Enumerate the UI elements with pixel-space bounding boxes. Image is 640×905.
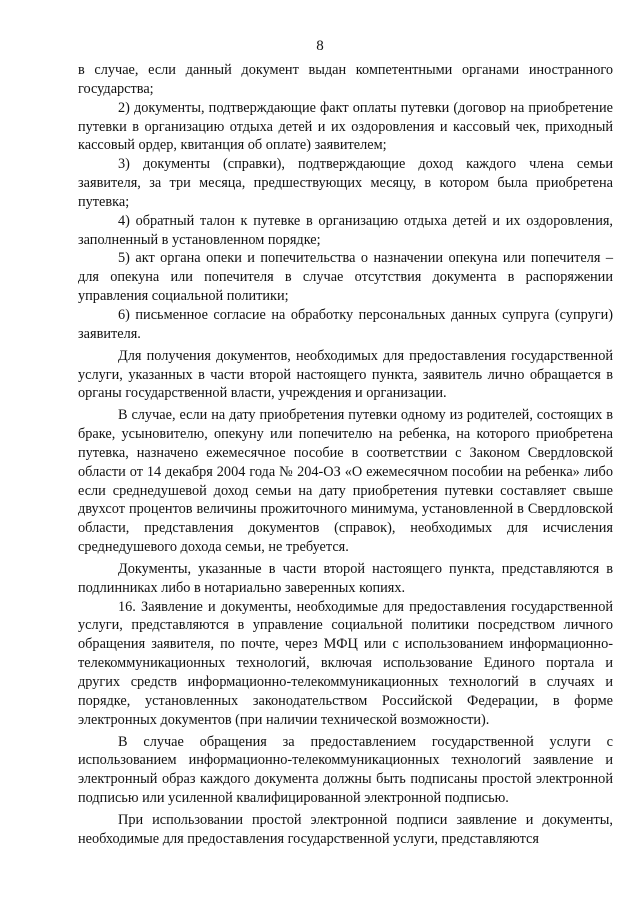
list-item-5: 5) акт органа опеки и попечительства о назначении опекуна или попечителя – для опекуна или попечителя в случае отсутствия документа в распоряжении управления социальной политики; [78,250,613,305]
list-item-4: 4) обратный талон к путевке в организацию отдыха детей и их оздоровления, заполненный в установленном порядке; [78,212,613,248]
list-item-3: 3) документы (справки), подтверждающие доход каждого члена семьи заявителя, за три месяца, предшествующих месяцу, в котором была приобретена путевка; [78,156,613,210]
list-item-2: 2) документы, подтверждающие факт оплаты путевки (договор на приобретение путевки в организацию отдыха детей и их оздоровления и кассовый чек, приходный кассовый ордер, квитанция об оплате) заявителем; [78,99,613,154]
paragraph-continuation: в случае, если данный документ выдан компетентными органами иностранного государства; [78,62,613,97]
paragraph-obtaining-documents: Для получения документов, необходимых для предоставления государственной услуги, указанных в части второй настоящего пункта, заявитель лично обращается в органы государственной власти, учреждения и организации. [78,347,613,402]
paragraph-income-exemption: В случае, если на дату приобретения путевки одному из родителей, состоящих в браке, усыновителю, опекуну или попечителю на ребенка, на которого приобретена путевка, назначено ежемесячное пособие в соответствии с Законом Свердловской области от 14 декабря 2004 года № 204-ОЗ «О ежемесячном пособии на ребенка» либо если среднедушевой доход семьи на дату приобретения путевки составляет свыше двухсот процентов величины прожиточного минимума, установленной в Свердловской области, представления документов (справок), необходимых для исчисления среднедушевого дохода семьи, не требуется. [78,407,613,556]
paragraph-electronic-signature: В случае обращения за предоставлением государственной услуги с использованием информационно-телекоммуникационных технологий заявление и электронный образ каждого документа должны быть подписаны простой электронной подписью или усиленной квалифицированной электронной подписью. [78,733,613,807]
list-item-6: 6) письменное согласие на обработку персональных данных супруга (супруги) заявителя. [78,306,613,342]
page-number: 8 [316,38,324,54]
clause-16: 16. Заявление и документы, необходимые для предоставления государственной услуги, представляются в управление социальной политики посредством личного обращения заявителя, по почте, через МФЦ или с использованием информационно-телекоммуникационных технологий, включая использование Единого портала и других средств информационно-телекоммуникационных технологий в случаях и порядке, установленных законодательством Российской Федерации, в форме электронных документов (при наличии технической возможности). [78,598,613,728]
document-body [78,61,613,849]
paragraph-originals: Документы, указанные в части второй настоящего пункта, представляются в подлинниках либо в нотариально заверенных копиях. [78,560,613,596]
paragraph-simple-signature: При использовании простой электронной подписи заявление и документы, необходимые для предоставления государственной услуги, представляются [78,811,613,847]
